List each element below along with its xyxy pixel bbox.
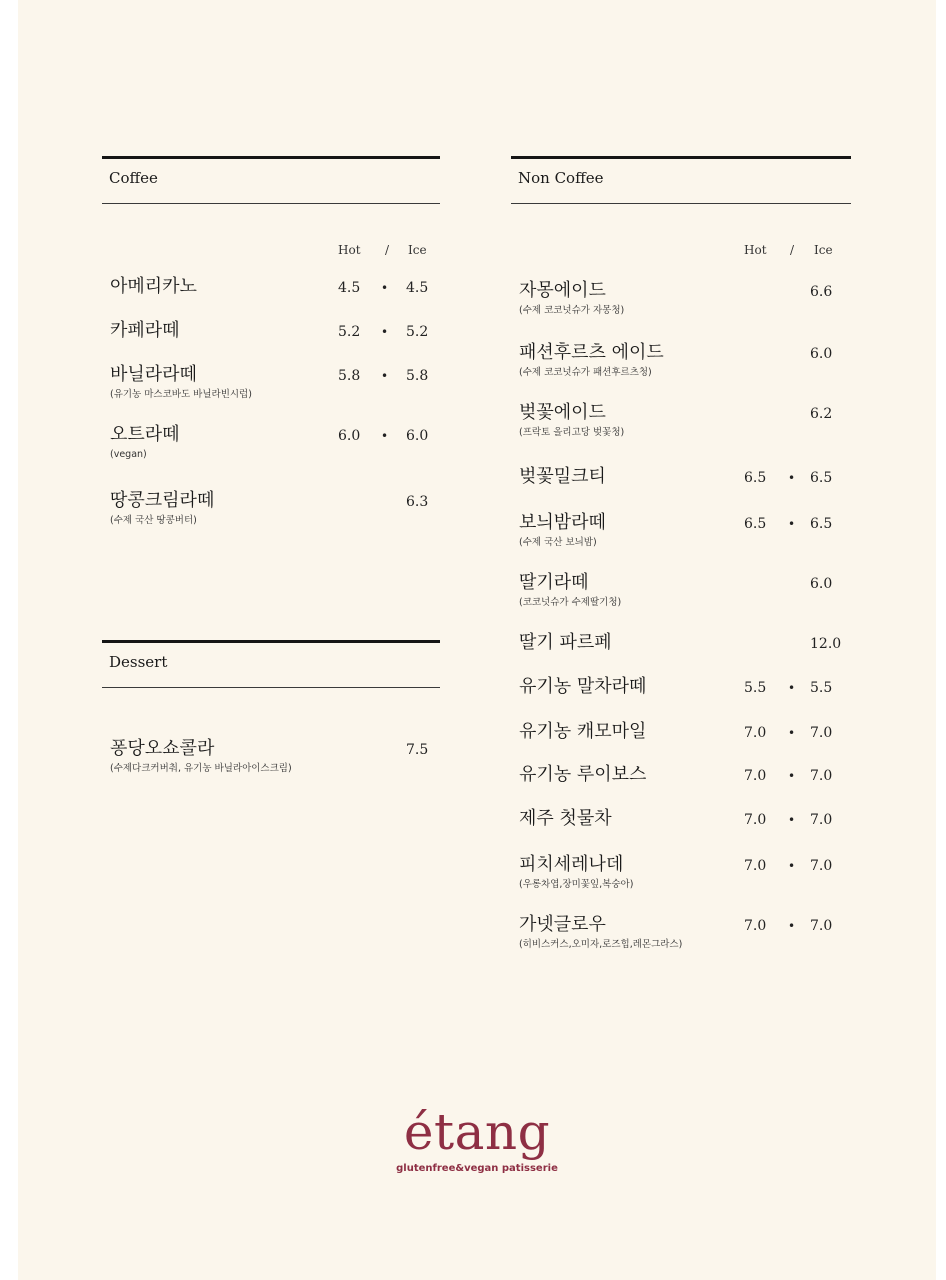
menu-item (511, 914, 851, 952)
menu-item (511, 854, 851, 892)
menu-item-name: 보늬밤라떼 (519, 512, 606, 533)
price-separator-dot: • (788, 919, 796, 933)
brand-name: étang (403, 1103, 551, 1161)
price-separator-dot: • (788, 769, 796, 783)
menu-item (102, 738, 442, 776)
menu-item-name: 유기농 캐모마일 (519, 721, 647, 742)
price-separator-dot: • (788, 471, 796, 485)
ice-price: 6.2 (810, 406, 833, 422)
hot-price: 5.2 (338, 324, 361, 340)
coffee-slash-header: / (385, 243, 390, 257)
ice-price: 5.5 (810, 680, 833, 696)
price-separator-dot: • (788, 726, 796, 740)
menu-item-name: 딸기 파르페 (519, 632, 612, 653)
dessert-section (102, 640, 440, 774)
menu-item-name: 오트라떼 (110, 424, 180, 445)
menu-item (102, 424, 442, 462)
coffee-title: Coffee (109, 169, 158, 187)
noncoffee-hot-header: Hot (744, 243, 767, 257)
price-separator-dot: • (381, 429, 389, 443)
ice-price: 7.0 (810, 725, 833, 741)
hot-price: 6.5 (744, 516, 767, 532)
hot-price: 6.5 (744, 470, 767, 486)
menu-item (102, 320, 442, 342)
menu-item (511, 676, 851, 698)
menu-item-name: 유기농 루이보스 (519, 764, 647, 785)
hot-price: 5.8 (338, 368, 361, 384)
menu-item-description: (수제 국산 보늬밤) (519, 537, 597, 548)
menu-item (511, 342, 851, 380)
menu-item-description: (우롱차엽,장미꽃잎,복숭아) (519, 879, 634, 890)
menu-item (511, 280, 851, 318)
menu-item-description: (유기농 마스코바도 바닐라빈시럽) (110, 389, 252, 400)
ice-price: 6.0 (810, 576, 833, 592)
menu-item-name: 유기농 말차라떼 (519, 676, 647, 697)
menu-item-description: (프락토 올리고당 벚꽃청) (519, 427, 625, 438)
menu-item-description: (수제다크커버춰, 유기농 바닐라아이스크림) (110, 763, 292, 774)
menu-item-name: 아메리카노 (110, 276, 197, 297)
ice-price: 7.0 (810, 858, 833, 874)
ice-price: 7.0 (810, 918, 833, 934)
price-separator-dot: • (381, 369, 389, 383)
noncoffee-ice-header: Ice (814, 243, 833, 257)
menu-item-name: 가넷글로우 (519, 914, 606, 935)
noncoffee-section (511, 156, 851, 950)
menu-item (511, 764, 851, 786)
menu-item (511, 466, 851, 488)
ice-price: 6.5 (810, 470, 833, 486)
ice-price: 4.5 (406, 280, 429, 296)
price-separator-dot: • (381, 325, 389, 339)
menu-item-name: 자몽에이드 (519, 280, 606, 301)
menu-page (18, 0, 936, 1280)
menu-item (511, 721, 851, 743)
hot-price: 5.5 (744, 680, 767, 696)
ice-price: 6.6 (810, 284, 833, 300)
menu-item-description: (수제 코코넛슈가 패션후르츠청) (519, 367, 652, 378)
menu-item-description: (수제 코코넛슈가 자몽청) (519, 305, 625, 316)
menu-item-description: (수제 국산 땅콩버터) (110, 515, 197, 526)
hot-price: 6.0 (338, 428, 361, 444)
menu-item-name: 바닐라라떼 (110, 364, 197, 385)
ice-price: 12.0 (810, 636, 842, 652)
menu-item-name: 벚꽃밀크티 (519, 466, 606, 487)
menu-item-name: 땅콩크림라떼 (110, 490, 215, 511)
hot-price: 7.0 (744, 812, 767, 828)
hot-price: 7.0 (744, 918, 767, 934)
dessert-title: Dessert (109, 653, 168, 671)
menu-item-description: (코코넛슈가 수제딸기청) (519, 597, 622, 608)
menu-item (511, 512, 851, 550)
price-separator-dot: • (788, 859, 796, 873)
coffee-section (102, 156, 440, 526)
hot-price: 7.0 (744, 858, 767, 874)
menu-item-name: 패션후르츠 에이드 (519, 342, 664, 363)
noncoffee-title: Non Coffee (518, 169, 604, 187)
menu-item-name: 피치세레나데 (519, 854, 624, 875)
price-separator-dot: • (788, 517, 796, 531)
menu-item-name: 벚꽃에이드 (519, 402, 606, 423)
ice-price: 5.2 (406, 324, 429, 340)
brand-logo (18, 1105, 936, 1174)
menu-item (102, 490, 442, 528)
coffee-bottom-rule (102, 203, 440, 204)
menu-item-name: 제주 첫물차 (519, 808, 612, 829)
menu-item-name: 딸기라떼 (519, 572, 589, 593)
ice-price: 7.5 (406, 742, 429, 758)
noncoffee-slash-header: / (790, 243, 795, 257)
brand-tagline: glutenfree&vegan patisserie (396, 1163, 558, 1174)
price-separator-dot: • (788, 813, 796, 827)
noncoffee-bottom-rule (511, 203, 851, 204)
menu-item-description: (히비스커스,오미자,로즈힙,레몬그라스) (519, 939, 683, 950)
price-separator-dot: • (788, 681, 796, 695)
hot-price: 7.0 (744, 768, 767, 784)
menu-item (102, 276, 442, 298)
hot-price: 7.0 (744, 725, 767, 741)
ice-price: 7.0 (810, 812, 833, 828)
ice-price: 6.0 (406, 428, 429, 444)
ice-price: 5.8 (406, 368, 429, 384)
ice-price: 7.0 (810, 768, 833, 784)
price-separator-dot: • (381, 281, 389, 295)
menu-item (511, 632, 851, 654)
menu-item-description: (vegan) (110, 449, 147, 460)
ice-price: 6.0 (810, 346, 833, 362)
menu-item (511, 402, 851, 440)
ice-price: 6.3 (406, 494, 429, 510)
dessert-bottom-rule (102, 687, 440, 688)
menu-item (511, 808, 851, 830)
coffee-hot-header: Hot (338, 243, 361, 257)
menu-item-name: 퐁당오쇼콜라 (110, 738, 215, 759)
menu-item (102, 364, 442, 402)
ice-price: 6.5 (810, 516, 833, 532)
hot-price: 4.5 (338, 280, 361, 296)
menu-item (511, 572, 851, 610)
menu-item-name: 카페라떼 (110, 320, 180, 341)
coffee-ice-header: Ice (408, 243, 427, 257)
